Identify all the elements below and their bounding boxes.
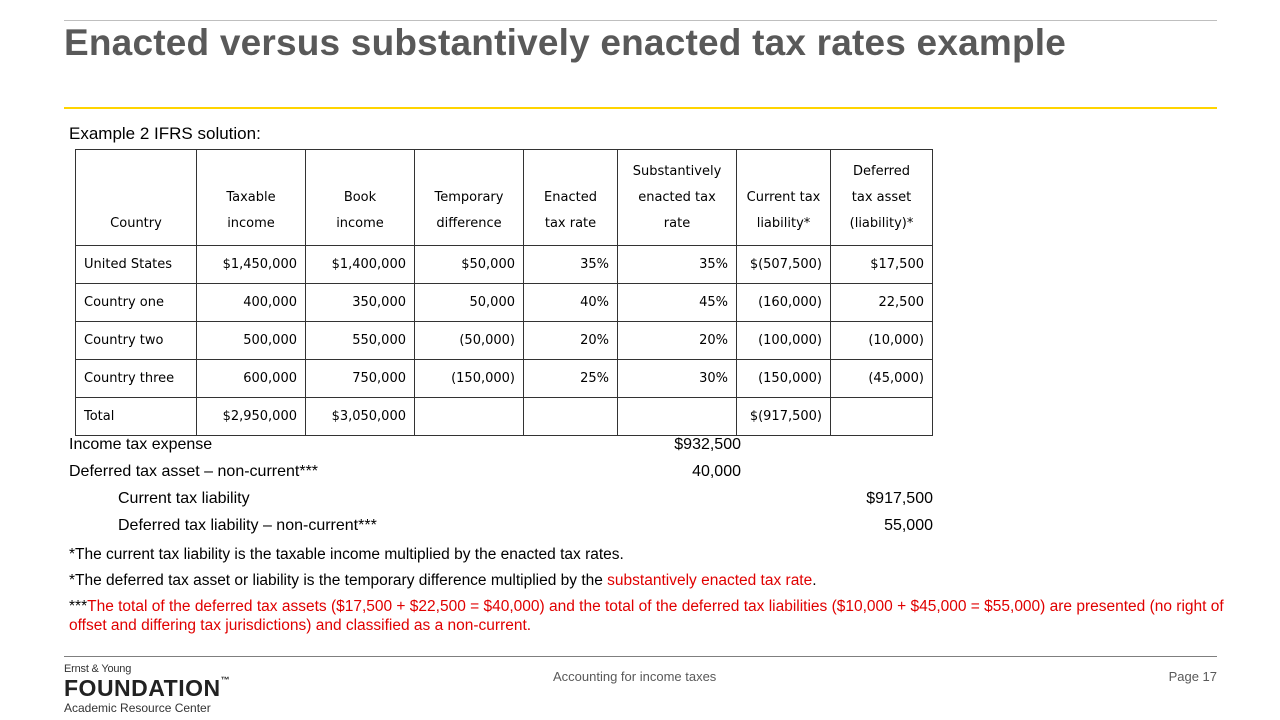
page-number: Page 17 [1168,669,1217,684]
header-current-tax-liability: Current tax liability* [737,150,831,246]
journal-debit: $932,500 [674,436,741,453]
table-cell: United States [76,246,197,284]
table-cell: (45,000) [831,360,933,398]
tax-rates-table [75,149,933,436]
table-cell: (160,000) [737,284,831,322]
table-cell: 40% [524,284,618,322]
table-row [76,360,933,398]
table-cell: 20% [524,322,618,360]
table-cell: $(507,500) [737,246,831,284]
journal-account: Deferred tax liability – non-current*** [118,517,377,534]
footnote-current-tax: *The current tax liability is the taxable income multiplied by the enacted tax rates. [69,546,624,563]
journal-account: Income tax expense [69,436,213,453]
table-cell [415,398,524,436]
journal-line [118,490,250,508]
table-row [76,246,933,284]
table-total-row [76,398,933,436]
table-cell: (100,000) [737,322,831,360]
table-cell: Country two [76,322,197,360]
table-cell [831,398,933,436]
header-enacted-tax-rate: Enacted tax rate [524,150,618,246]
footnote-classification: ***The total of the deferred tax assets ($17,500 + $22,500 = $40,000) and the total of the deferred tax liabilities ($10,000 + $45,000 = $55,000) are presented (no right of offset and differing tax jurisdictions) and classified as a non-current. [69,598,1224,634]
table-cell: (150,000) [415,360,524,398]
table-cell: $17,500 [831,246,933,284]
table-cell: $3,050,000 [306,398,415,436]
highlight-substantively-enacted: substantively enacted tax rate [607,572,813,589]
footnote-deferred-tax: *The deferred tax asset or liability is the temporary difference multiplied by the substantively enacted tax rate. [69,572,817,589]
journal-credit: 55,000 [884,517,933,534]
table-cell: 35% [524,246,618,284]
table-cell: (10,000) [831,322,933,360]
journal-account: Current tax liability [118,490,250,507]
table-cell: $(917,500) [737,398,831,436]
header-country: Country [76,150,197,246]
header-temporary-difference: Temporary difference [415,150,524,246]
table-cell: Country three [76,360,197,398]
table-cell: 35% [618,246,737,284]
table-cell: Country one [76,284,197,322]
table-row [76,284,933,322]
table-cell: 22,500 [831,284,933,322]
table-cell: Total [76,398,197,436]
logo-subtitle: Academic Resource Center [64,701,211,715]
table-cell: 350,000 [306,284,415,322]
journal-debit: 40,000 [692,463,741,480]
table-row [76,322,933,360]
table-cell: $50,000 [415,246,524,284]
journal-account: Deferred tax asset – non-current*** [69,463,319,480]
table-cell: 20% [618,322,737,360]
footer-divider [64,656,1217,657]
table-cell: $1,450,000 [197,246,306,284]
table-cell: 600,000 [197,360,306,398]
slide-title: Enacted versus substantively enacted tax rates example [64,22,1067,63]
header-substantively-enacted-rate: Substantively enacted tax rate [618,150,737,246]
table-cell: 30% [618,360,737,398]
ey-foundation-logo: Ernst & Young FOUNDATION™ Academic Resource Center [64,663,231,715]
table-cell: 45% [618,284,737,322]
table-cell: (50,000) [415,322,524,360]
journal-credit: $917,500 [866,490,933,507]
journal-line [118,517,377,535]
example-subtitle: Example 2 IFRS solution: [69,124,261,143]
header-book-income: Book income [306,150,415,246]
table-cell: $2,950,000 [197,398,306,436]
table-cell: 400,000 [197,284,306,322]
table-cell: 50,000 [415,284,524,322]
footnotes [69,545,1259,642]
footer-course-title: Accounting for income taxes [553,669,717,684]
table-cell: 25% [524,360,618,398]
table-header-row [76,150,933,246]
table-cell: 750,000 [306,360,415,398]
title-underline [64,107,1217,109]
journal-line [69,436,212,454]
table-cell [618,398,737,436]
table-cell: $1,400,000 [306,246,415,284]
header-taxable-income: Taxable income [197,150,306,246]
table-cell: 550,000 [306,322,415,360]
footnote-classification-text: The total of the deferred tax assets ($17,500 + $22,500 = $40,000) and the total of the deferred tax liabilities ($10,000 + $45,000 = $55,000) are presented (no right of offset and differing tax jurisdictions) and classified as a non-current. [69,598,1224,634]
top-divider [64,20,1217,21]
header-deferred-tax: Deferred tax asset (liability)* [831,150,933,246]
table-cell [524,398,618,436]
table-cell: 500,000 [197,322,306,360]
journal-line [69,463,318,481]
table-cell: (150,000) [737,360,831,398]
